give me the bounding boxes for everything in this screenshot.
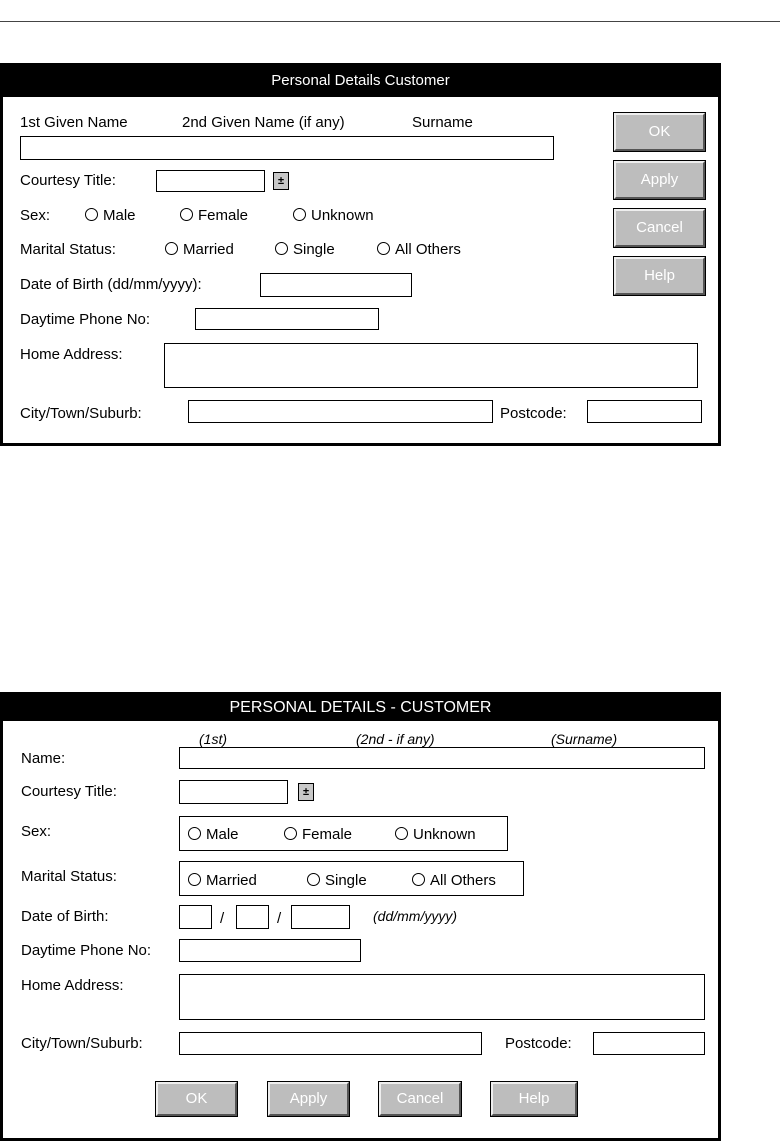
- name-input[interactable]: [20, 136, 554, 160]
- help-button[interactable]: Help: [491, 1082, 577, 1116]
- postcode-input[interactable]: [593, 1032, 705, 1055]
- phone-input[interactable]: [195, 308, 379, 330]
- second-name-label: 2nd Given Name (if any): [182, 114, 345, 131]
- cancel-button[interactable]: Cancel: [379, 1082, 461, 1116]
- dob-format-hint: (dd/mm/yyyy): [373, 908, 457, 924]
- postcode-input[interactable]: [587, 400, 702, 423]
- radio-circle-icon: [85, 208, 98, 221]
- phone-label: Daytime Phone No:: [21, 942, 152, 959]
- phone-label: Daytime Phone No:: [20, 311, 151, 328]
- city-input[interactable]: [188, 400, 493, 423]
- page-rule: [0, 21, 780, 22]
- marital-status-label: Marital Status:: [20, 241, 116, 258]
- surname-label: Surname: [412, 114, 473, 131]
- marital-radio-married[interactable]: Married: [165, 241, 234, 258]
- dialog-personal-details-v1: [0, 63, 721, 446]
- dob-separator: /: [220, 910, 225, 927]
- city-label: City/Town/Suburb:: [20, 405, 142, 422]
- address-label: Home Address:: [21, 977, 124, 994]
- marital-radio-married[interactable]: Married: [188, 872, 257, 889]
- postcode-label: Postcode:: [500, 405, 567, 422]
- city-label: City/Town/Suburb:: [21, 1035, 143, 1052]
- second-name-hint: (2nd - if any): [356, 731, 435, 747]
- radio-circle-icon: [188, 827, 201, 840]
- phone-input[interactable]: [179, 939, 361, 962]
- first-name-hint: (1st): [199, 731, 227, 747]
- apply-button[interactable]: Apply: [268, 1082, 349, 1116]
- marital-radio-all-others[interactable]: All Others: [377, 241, 461, 258]
- radio-circle-icon: [180, 208, 193, 221]
- radio-circle-icon: [188, 873, 201, 886]
- apply-button[interactable]: Apply: [614, 161, 705, 199]
- radio-circle-icon: [293, 208, 306, 221]
- dialog-personal-details-v2: [0, 692, 721, 1141]
- city-input[interactable]: [179, 1032, 482, 1055]
- sex-radio-unknown[interactable]: Unknown: [395, 826, 476, 843]
- dob-input[interactable]: [260, 273, 412, 297]
- address-label: Home Address:: [20, 346, 123, 363]
- radio-circle-icon: [395, 827, 408, 840]
- radio-circle-icon: [307, 873, 320, 886]
- sex-radio-female[interactable]: Female: [284, 826, 352, 843]
- dialog-title: Personal Details Customer: [3, 66, 718, 97]
- courtesy-title-label: Courtesy Title:: [20, 172, 116, 189]
- sex-radio-male[interactable]: Male: [85, 207, 136, 224]
- radio-circle-icon: [412, 873, 425, 886]
- first-name-label: 1st Given Name: [20, 114, 128, 131]
- dropdown-arrow-icon[interactable]: ±: [273, 172, 289, 190]
- courtesy-title-label: Courtesy Title:: [21, 783, 117, 800]
- courtesy-title-select[interactable]: [179, 780, 288, 804]
- ok-button[interactable]: OK: [614, 113, 705, 151]
- sex-radio-unknown[interactable]: Unknown: [293, 207, 374, 224]
- dob-day-input[interactable]: [179, 905, 212, 929]
- cancel-button[interactable]: Cancel: [614, 209, 705, 247]
- address-input[interactable]: [164, 343, 698, 388]
- surname-hint: (Surname): [551, 731, 618, 747]
- dob-label: Date of Birth:: [21, 908, 109, 925]
- sex-label: Sex:: [20, 207, 51, 224]
- dialog-title: PERSONAL DETAILS - CUSTOMER: [3, 695, 718, 721]
- name-label: Name:: [21, 750, 66, 767]
- radio-circle-icon: [275, 242, 288, 255]
- radio-circle-icon: [165, 242, 178, 255]
- dob-label: Date of Birth (dd/mm/yyyy):: [20, 276, 202, 293]
- sex-radio-male[interactable]: Male: [188, 826, 239, 843]
- marital-radio-single[interactable]: Single: [307, 872, 367, 889]
- sex-label: Sex:: [21, 823, 52, 840]
- address-input[interactable]: [179, 974, 705, 1020]
- dob-year-input[interactable]: [291, 905, 350, 929]
- radio-circle-icon: [377, 242, 390, 255]
- dropdown-arrow-icon[interactable]: ±: [298, 783, 314, 801]
- help-button[interactable]: Help: [614, 257, 705, 295]
- courtesy-title-select[interactable]: [156, 170, 265, 192]
- marital-radio-single[interactable]: Single: [275, 241, 335, 258]
- radio-circle-icon: [284, 827, 297, 840]
- dob-month-input[interactable]: [236, 905, 269, 929]
- ok-button[interactable]: OK: [156, 1082, 237, 1116]
- name-input[interactable]: [179, 747, 705, 769]
- dob-separator: /: [277, 910, 282, 927]
- sex-radio-female[interactable]: Female: [180, 207, 248, 224]
- marital-status-label: Marital Status:: [21, 868, 117, 885]
- marital-radio-all-others[interactable]: All Others: [412, 872, 496, 889]
- postcode-label: Postcode:: [505, 1035, 572, 1052]
